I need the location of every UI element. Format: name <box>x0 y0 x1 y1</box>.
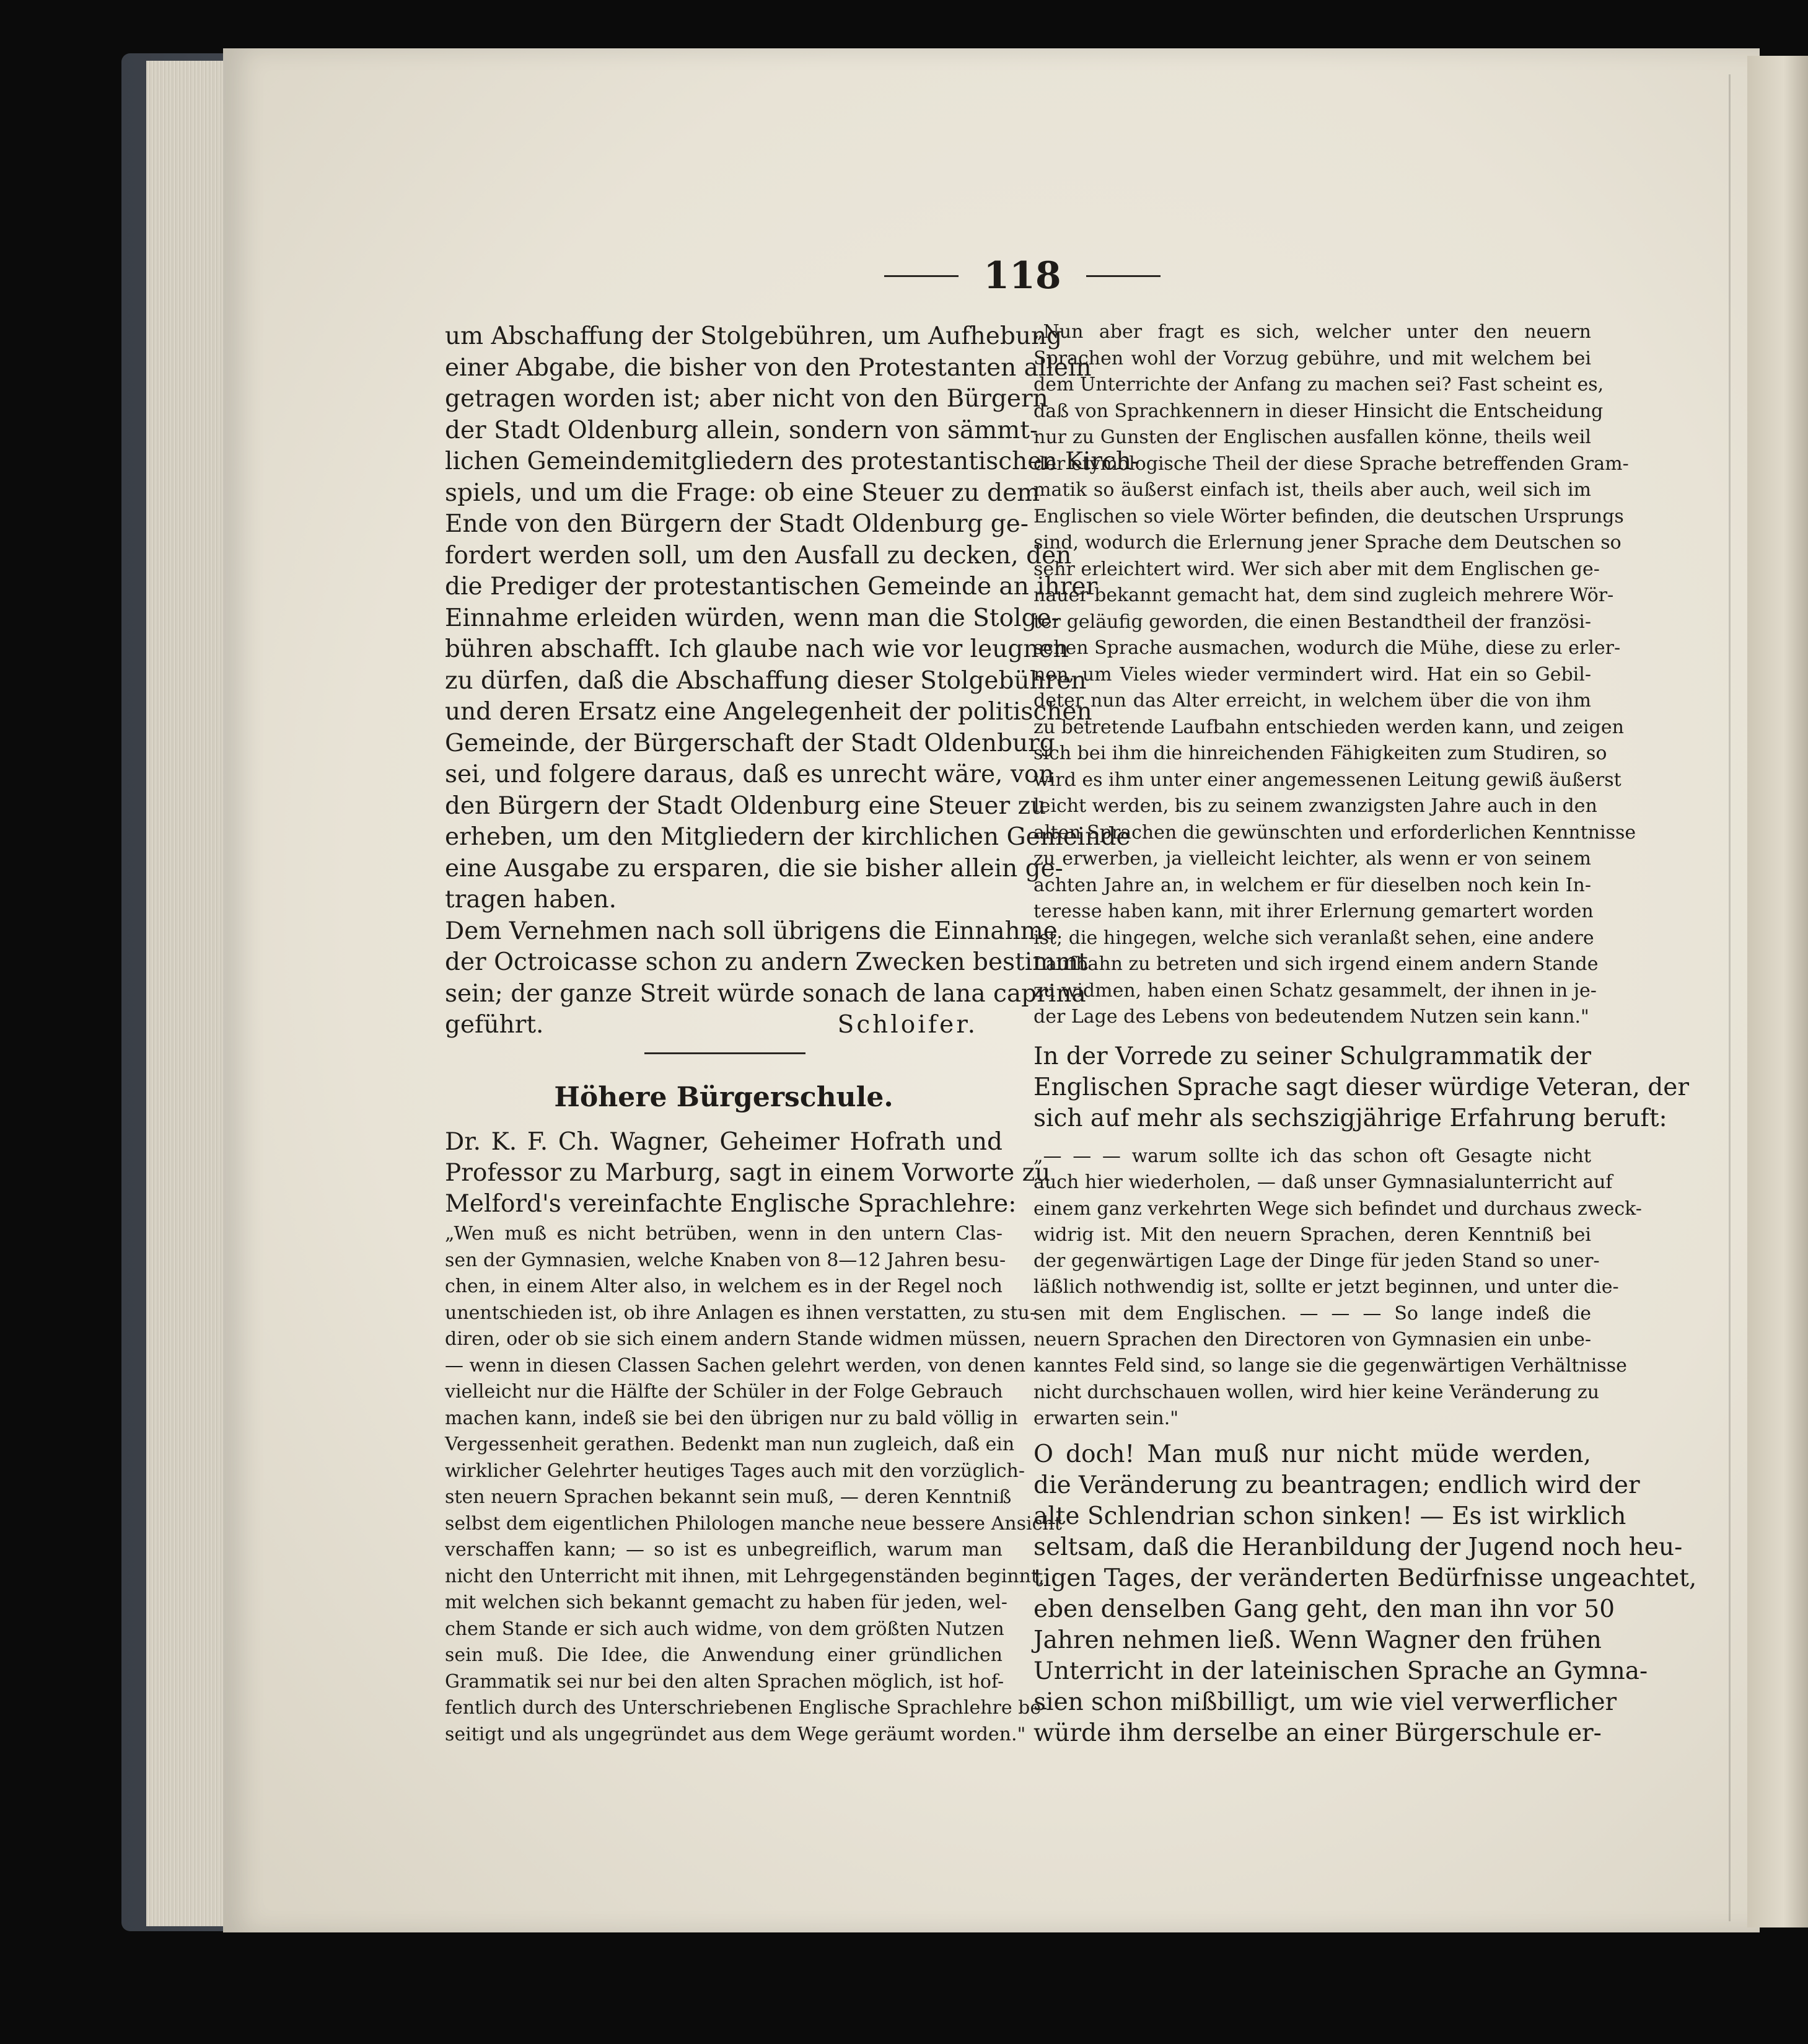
text-line: würde ihm derselbe an einer Bürgerschule er- <box>1033 1719 1602 1747</box>
text-line: matik so äußerst einfach ist, theils aber auch, weil sich im <box>1033 479 1591 501</box>
text-line: eben denselben Gang geht, den man ihn vor 50 <box>1033 1595 1615 1623</box>
text-line: den Bürgern der Stadt Oldenburg eine Steuer zu <box>445 791 1047 820</box>
text-line: fentlich durch des Unterschriebenen Englische Sprachlehre be- <box>445 1697 1048 1719</box>
text-line: eine Ausgabe zu ersparen, die sie bisher allein ge- <box>445 854 1063 883</box>
text-line: der Octroicasse schon zu andern Zwecken bestimmt <box>445 948 1088 976</box>
text-line: widrig ist. Mit den neuern Sprachen, deren Kenntniß bei <box>1033 1223 1591 1246</box>
text-line: seltsam, daß die Heranbildung der Jugend noch heu- <box>1033 1533 1683 1561</box>
text-line: — wenn in diesen Classen Sachen gelehrt werden, von denen <box>445 1354 1026 1377</box>
text-line: alte Schlendrian schon sinken! — Es ist wirklich <box>1033 1502 1626 1530</box>
text-line: bühren abschafft. Ich glaube nach wie vor leugnen <box>445 635 1069 663</box>
left-column-article-end <box>445 321 1140 1041</box>
text-line: einer Abgabe, die bisher von den Protestanten allein <box>445 353 1092 382</box>
text-line: Dr. K. F. Ch. Wagner, Geheimer Hofrath und <box>445 1128 1003 1156</box>
text-line: alten Sprachen die gewünschten und erforderlichen Kenntnisse <box>1033 821 1636 844</box>
text-line: chem Stande er sich auch widme, von dem größten Nutzen <box>445 1618 1004 1640</box>
text-line: schen Sprache ausmachen, wodurch die Mühe, diese zu erler- <box>1033 637 1621 659</box>
text-line: vielleicht nur die Hälfte der Schüler in der Folge Gebrauch <box>445 1381 1003 1403</box>
header-rule-right <box>1086 275 1161 277</box>
text-line: sich bei ihm die hinreichenden Fähigkeiten zum Studiren, so <box>1033 742 1607 764</box>
text-line: Dem Vernehmen nach soll übrigens die Einnahme <box>445 917 1058 945</box>
left-column-quote <box>445 1221 1062 1748</box>
text-line: tragen haben. <box>445 886 617 914</box>
text-line: mit welchen sich bekannt gemacht zu haben für jeden, wel- <box>445 1592 1007 1613</box>
text-line: sind, wodurch die Erlernung jener Sprache dem Deutschen so <box>1033 532 1621 553</box>
text-line: sen der Gymnasien, welche Knaben von 8—12 Jahren besu- <box>445 1249 1006 1271</box>
text-line: Sprachen wohl der Vorzug gebühre, und mit welchem bei <box>1033 347 1591 369</box>
text-line: Gemeinde, der Bürgerschaft der Stadt Oldenburg <box>445 729 1055 757</box>
text-line: Ende von den Bürgern der Stadt Oldenburg ge- <box>445 510 1029 538</box>
text-line: die Veränderung zu beantragen; endlich wird der <box>1033 1471 1640 1499</box>
text-line: Unterricht in der lateinischen Sprache an Gymna- <box>1033 1657 1648 1685</box>
page-fold-line <box>1729 74 1731 1921</box>
text-line: erheben, um den Mitgliedern der kirchlichen Gemeinde <box>445 823 1131 851</box>
section-title: Höhere Bürgerschule. <box>554 1081 893 1113</box>
text-line: zu betretende Laufbahn entschieden werden kann, und zeigen <box>1033 716 1624 738</box>
text-line: „Wen muß es nicht betrüben, wenn in den untern Clas- <box>445 1223 1003 1244</box>
text-line: nicht den Unterricht mit ihnen, mit Lehrgegenständen beginnt, <box>445 1565 1045 1587</box>
text-line: wirklicher Gelehrter heutiges Tages auch mit den vorzüglich- <box>445 1460 1025 1482</box>
left-column-intro <box>445 1127 1051 1220</box>
section-separator <box>644 1052 805 1054</box>
next-page-edge <box>1747 56 1808 1927</box>
text-line: erwarten sein." <box>1033 1407 1179 1429</box>
text-line: sten neuern Sprachen bekannt sein muß, — deren Kenntniß <box>445 1486 1012 1508</box>
text-line: zu dürfen, daß die Abschaffung dieser Stolgebühren <box>445 666 1087 695</box>
text-line: neuern Sprachen den Directoren von Gymnasien ein unbe- <box>1033 1329 1591 1351</box>
text-line: Vergessenheit gerathen. Bedenkt man nun zugleich, daß ein <box>445 1434 1015 1455</box>
text-line: der Stadt Oldenburg allein, sondern von sämmt- <box>445 416 1038 444</box>
text-line: nicht durchschauen wollen, wird hier keine Veränderung zu <box>1033 1381 1600 1403</box>
right-column-quote-one <box>1033 319 1636 1031</box>
text-line: sein; der ganze Streit würde sonach de lana caprina <box>445 979 1086 1008</box>
text-line: dem Unterrichte der Anfang zu machen sei? Fast scheint es, <box>1033 374 1604 395</box>
text-line: tigen Tages, der veränderten Bedürfnisse ungeachtet, <box>1033 1564 1697 1592</box>
page-number: 118 <box>983 254 1061 297</box>
text-line: achten Jahre an, in welchem er für dieselben noch kein In- <box>1033 874 1591 896</box>
right-column-closing <box>1033 1439 1697 1749</box>
text-line: nen, um Vieles wieder vermindert wird. Hat ein so Gebil- <box>1033 663 1591 685</box>
text-line: lichen Gemeindemitgliedern des protestantischen Kirch- <box>445 447 1140 475</box>
page-header <box>861 251 1183 301</box>
text-line: der gegenwärtigen Lage der Dinge für jeden Stand so uner- <box>1033 1250 1600 1272</box>
text-line: fordert werden soll, um den Ausfall zu decken, den <box>445 541 1072 570</box>
text-line: einem ganz verkehrten Wege sich befindet und durchaus zweck- <box>1033 1197 1642 1220</box>
text-line: Grammatik sei nur bei den alten Sprachen möglich, ist hof- <box>445 1670 1004 1693</box>
text-line: machen kann, indeß sie bei den übrigen nur zu bald völlig in <box>445 1407 1018 1429</box>
signature-line <box>445 1010 1003 1041</box>
text-line: sich auf mehr als sechszigjährige Erfahrung beruft: <box>1033 1104 1667 1132</box>
text-line: der Lage des Lebens von bedeutendem Nutzen sein kann." <box>1033 1006 1589 1028</box>
text-line: Englischen Sprache sagt dieser würdige Veteran, der <box>1033 1073 1689 1101</box>
text-line: spiels, und um die Frage: ob eine Steuer zu dem <box>445 478 1040 507</box>
text-line: unentschieden ist, ob ihre Anlagen es ihnen verstatten, zu stu- <box>445 1302 1036 1324</box>
text-line: kanntes Feld sind, so lange sie die gegenwärtigen Verhältnisse <box>1033 1355 1627 1377</box>
text-line: teresse haben kann, mit ihrer Erlernung gemartert worden <box>1033 901 1594 922</box>
header-rule-left <box>884 275 959 277</box>
text-line: chen, in einem Alter also, in welchem es in der Regel noch <box>445 1275 1003 1297</box>
text-line: sei, und folgere daraus, daß es unrecht wäre, von <box>445 760 1055 788</box>
text-line: ist; die hingegen, welche sich veranlaßt sehen, eine andere <box>1033 927 1594 949</box>
text-line: diren, oder ob sie sich einem andern Stande widmen müssen, <box>445 1328 1027 1350</box>
text-line: selbst dem eigentlichen Philologen manche neue bessere Ansicht <box>445 1512 1062 1535</box>
text-line: die Prediger der protestantischen Gemeinde an ihrer <box>445 573 1098 601</box>
text-line: um Abschaffung der Stolgebühren, um Aufhebung <box>445 322 1063 350</box>
text-line: der etymologische Theil der diese Sprache betreffenden Gram- <box>1033 452 1629 475</box>
right-column-quote-two <box>1033 1143 1642 1432</box>
text-line: verschaffen kann; — so ist es unbegreiflich, warum man <box>445 1539 1003 1561</box>
text-line: ter geläufig geworden, die einen Bestandtheil der französi- <box>1033 610 1591 633</box>
text-line: getragen worden ist; aber nicht von den Bürgern <box>445 385 1048 413</box>
text-line: O doch! Man muß nur nicht müde werden, <box>1033 1440 1591 1468</box>
text-line: auch hier wiederholen, — daß unser Gymnasialunterricht auf <box>1033 1171 1613 1194</box>
text-line: sen mit dem Englischen. — — — So lange indeß die <box>1033 1302 1591 1324</box>
text-line: und deren Ersatz eine Angelegenheit der politischen <box>445 698 1092 726</box>
text-line: Professor zu Marburg, sagt in einem Vorworte zu <box>445 1159 1051 1187</box>
text-line: In der Vorrede zu seiner Schulgrammatik der <box>1033 1042 1591 1070</box>
text-line: sein muß. Die Idee, die Anwendung einer gründlichen <box>445 1644 1003 1666</box>
text-line: läßlich nothwendig ist, sollte er jetzt beginnen, und unter die- <box>1033 1276 1619 1298</box>
signature-text: geführt. <box>445 1011 544 1039</box>
text-line: seitigt und als ungegründet aus dem Wege geräumt worden." <box>445 1723 1026 1745</box>
signature-author: Schloifer. <box>837 1011 978 1039</box>
text-line: leicht werden, bis zu seinem zwanzigsten Jahre auch in den <box>1033 795 1597 817</box>
text-line: Laufbahn zu betreten und sich irgend einem andern Stande <box>1033 953 1599 975</box>
text-line: wird es ihm unter einer angemessenen Leitung gewiß äußerst <box>1033 769 1621 791</box>
text-line: nur zu Gunsten der Englischen ausfallen könne, theils weil <box>1033 426 1591 448</box>
text-line: Melford's vereinfachte Englische Sprachlehre: <box>445 1190 1017 1218</box>
right-column-paragraph <box>1033 1041 1689 1134</box>
text-line: sehr erleichtert wird. Wer sich aber mit dem Englischen ge- <box>1033 558 1600 580</box>
text-line: Jahren nehmen ließ. Wenn Wagner den frühen <box>1033 1626 1602 1654</box>
text-line: nauer bekannt gemacht hat, dem sind zugleich mehrere Wör- <box>1033 584 1614 606</box>
text-line: „— — — warum sollte ich das schon oft Gesagte nicht <box>1033 1145 1591 1167</box>
text-line: deter nun das Alter erreicht, in welchem über die von ihm <box>1033 690 1591 711</box>
text-line: „Nun aber fragt es sich, welcher unter den neuern <box>1033 321 1591 343</box>
text-line: zu widmen, haben einen Schatz gesammelt, der ihnen in je- <box>1033 979 1597 1002</box>
text-line: Englischen so viele Wörter befinden, die deutschen Ursprungs <box>1033 505 1624 527</box>
text-line: Einnahme erleiden würden, wenn man die Stolge- <box>445 604 1060 632</box>
text-line: daß von Sprachkennern in dieser Hinsicht die Entscheidung <box>1033 400 1604 422</box>
text-line: sien schon mißbilligt, um wie viel verwerflicher <box>1033 1688 1617 1716</box>
text-line: zu erwerben, ja vielleicht leichter, als wenn er von seinem <box>1033 848 1591 870</box>
